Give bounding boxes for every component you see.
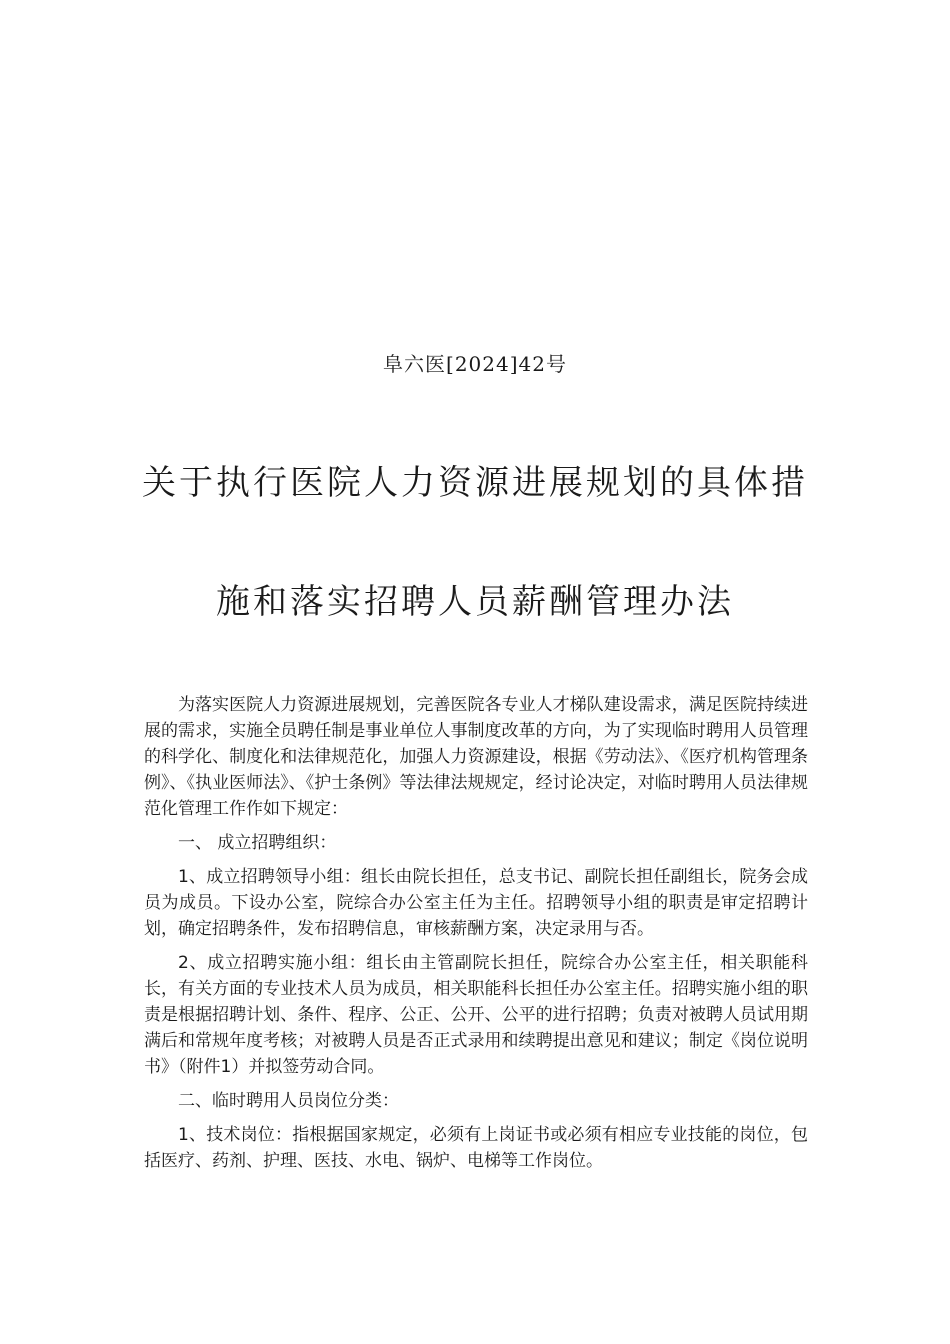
document-number: 阜六医[2024]42号 — [383, 352, 567, 376]
body-paragraph-intro: 为落实医院人力资源进展规划，完善医院各专业人才梯队建设需求，满足医院持续进展的需求，实施全员聘任制是事业单位人事制度改革的方向，为了实现临时聘用人员管理的科学化、制度化和法律规范化，加强人力资源建设，根据《劳动法》、《医疗机构管理条例》、《执业医师法》、《护士条例》等法律法规规定，经讨论决定，对临时聘用人员法律规范化管理工作作如下规定： — [144, 695, 808, 819]
document-body — [144, 692, 808, 1182]
body-paragraph-implementation-group: 2、成立招聘实施小组：组长由主管副院长担任，院综合办公室主任，相关职能科长，有关方面的专业技术人员为成员，相关职能科长担任办公室主任。招聘实施小组的职责是根据招聘计划、条件、程序、公正、公开、公平的进行招聘；负责对被聘人员试用期满后和常规年度考核；对被聘人员是否正式录用和续聘提出意见和建议；制定《岗位说明书》（附件1）并拟签劳动合同。 — [144, 953, 808, 1077]
document-title-line-2: 施和落实招聘人员薪酬管理办法 — [216, 582, 734, 622]
body-paragraph-leadership-group: 1、成立招聘领导小组：组长由院长担任，总支书记、副院长担任副组长，院务会成员为成员。下设办公室，院综合办公室主任为主任。招聘领导小组的职责是审定招聘计划，确定招聘条件，发布招聘信息，审核薪酬方案，决定录用与否。 — [144, 867, 808, 939]
document-title-line-1: 关于执行医院人力资源进展规划的具体措 — [142, 463, 808, 503]
section-heading-1: 一、 成立招聘组织： — [178, 833, 337, 853]
section-heading-2: 二、临时聘用人员岗位分类： — [178, 1091, 399, 1111]
body-paragraph-technical-positions: 1、技术岗位：指根据国家规定，必须有上岗证书或必须有相应专业技能的岗位，包括医疗、药剂、护理、医技、水电、锅炉、电梯等工作岗位。 — [144, 1125, 808, 1171]
